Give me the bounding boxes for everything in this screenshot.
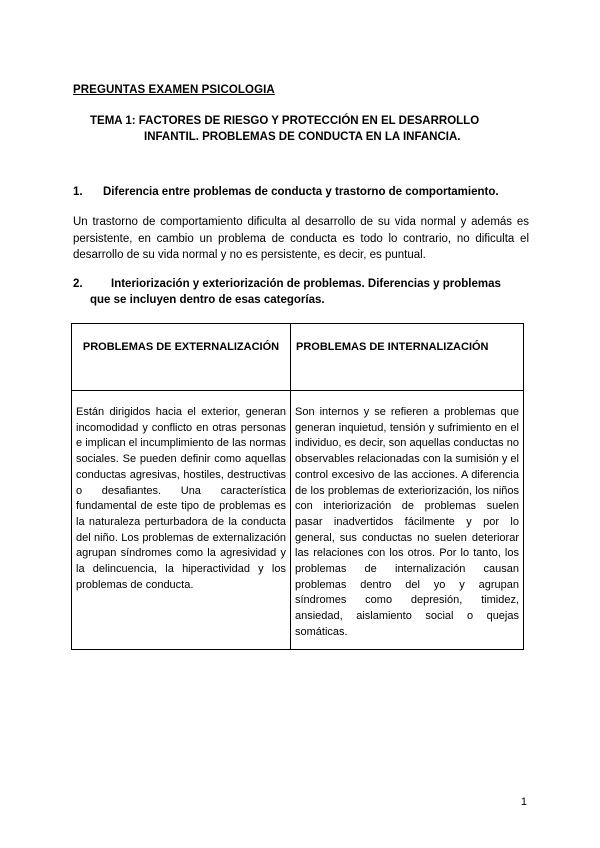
page-number: 1 — [520, 796, 527, 808]
document-title: PREGUNTAS EXAMEN PSICOLOGIA — [73, 84, 275, 96]
answer-1: Un trastorno de comportamiento dificulta al desarrollo de su vida normal y además es persistente, en cambio un problema de conducta es todo lo contrario, no dificulta el desarrollo de su vida normal y no es persistente, es decir, es puntual. — [73, 216, 529, 261]
table-row — [72, 391, 524, 650]
question-2-text-line2: que se incluyen dentro de esas categorías. — [90, 294, 325, 306]
header-externalization: PROBLEMAS DE EXTERNALIZACIÓN — [72, 324, 291, 391]
question-2-number: 2. — [73, 278, 83, 290]
question-2 — [73, 276, 528, 308]
topic-heading — [90, 113, 530, 145]
topic-heading-line2: INFANTIL. PROBLEMAS DE CONDUCTA EN LA INFANCIA. — [144, 131, 461, 143]
question-1-text: Diferencia entre problemas de conducta y trastorno de comportamiento. — [103, 186, 499, 198]
question-1-number: 1. — [73, 186, 83, 198]
comparison-table — [71, 323, 524, 650]
cell-externalization: Están dirigidos hacia el exterior, generan incomodidad y conflicto en otras personas e implican el incumplimiento de las normas sociales. Se pueden definir como aquellas conductas agresivas, hostiles, destructivas o desafiantes. Una característica fundamental de este tipo de problemas es la naturaleza perturbadora de la conducta del niño. Los problemas de externalización agrupan síndromes como la agresividad y la delincuencia, la hiperactividad y los problemas de conducta. — [72, 391, 291, 650]
question-2-text-line1: Interiorización y exteriorización de problemas. Diferencias y problemas — [111, 278, 501, 290]
table-header-row — [72, 324, 524, 391]
cell-internalization: Son internos y se refieren a problemas que generan inquietud, tensión y sufrimiento en el individuo, es decir, son aquellas conductas no observables relacionadas con la sumisión y el control excesivo de las acciones. A diferencia de los problemas de exteriorización, los niños con interiorización de problemas suelen pasar inadvertidos fácilmente y por lo general, sus conductas no suelen deteriorar las relaciones con los otros. Por lo tanto, los problemas de internalización causan problemas dentro del yo y agrupan síndromes como depresión, timidez, ansiedad, aislamiento social o quejas somáticas. — [291, 391, 524, 650]
header-internalization: PROBLEMAS DE INTERNALIZACIÓN — [291, 324, 524, 391]
topic-heading-line1: TEMA 1: FACTORES DE RIESGO Y PROTECCIÓN EN EL DESARROLLO — [90, 115, 480, 127]
question-1 — [73, 184, 499, 200]
